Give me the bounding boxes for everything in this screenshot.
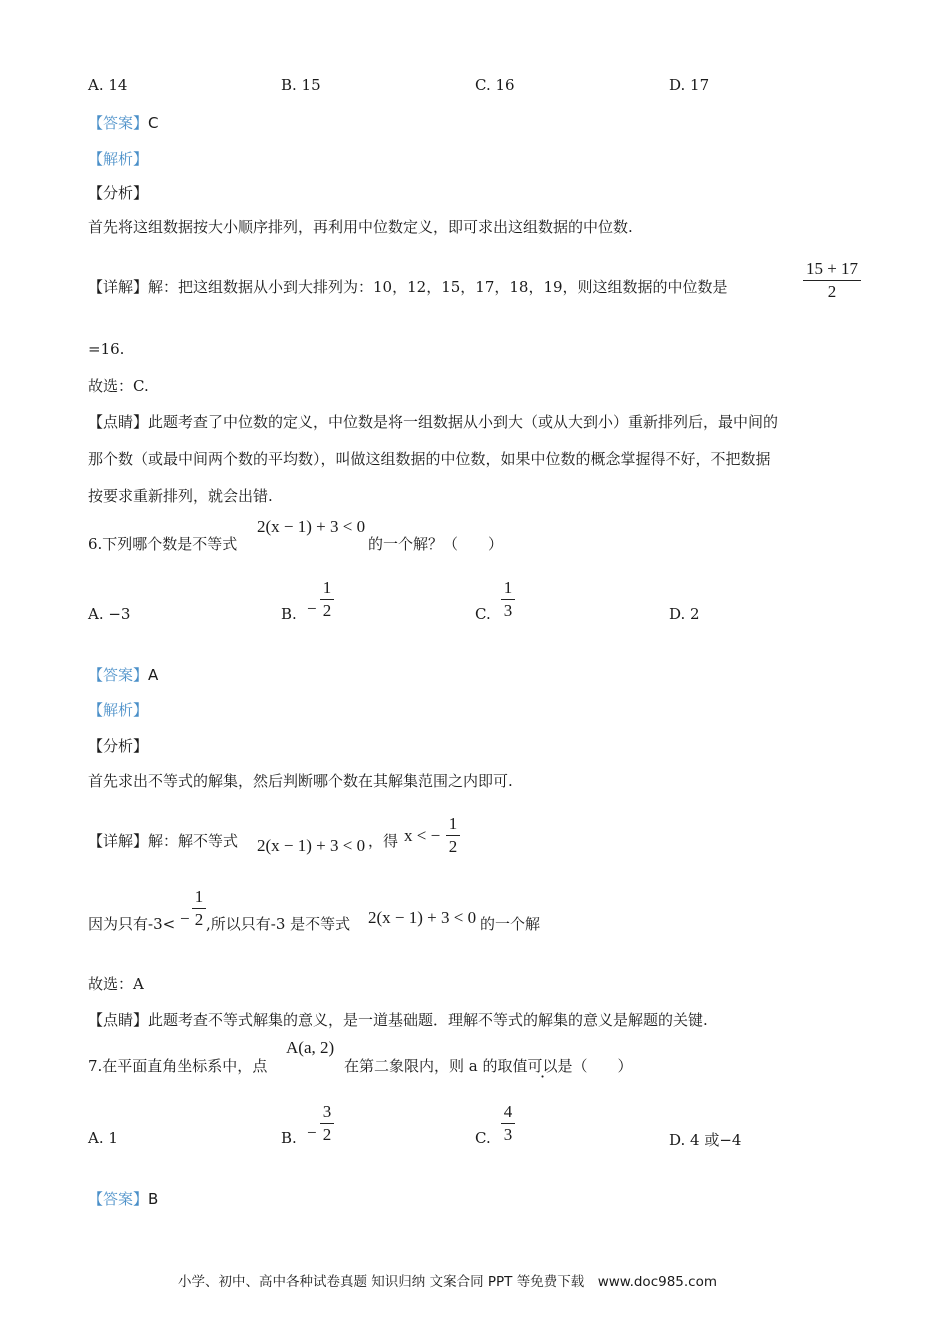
- fraction-numerator: 15 + 17: [805, 259, 859, 278]
- q7-option-b-fraction: 3 2: [320, 1102, 334, 1145]
- q6-stem-post: 的一个解？（ ）: [368, 535, 504, 553]
- q6-option-c-label: C.: [475, 605, 491, 623]
- q7-option-d: D. 4 或−4: [669, 1131, 742, 1149]
- detail-text: 解：把这组数据从小到大排列为：10，12，15，17，18，19，则这组数据的中位数是: [148, 278, 728, 296]
- q7-option-b-label: B.: [281, 1129, 297, 1147]
- q5-detail-end: =16.: [88, 340, 125, 358]
- q5-median-fraction: [803, 259, 861, 302]
- answer-tag: 【答案】: [88, 114, 149, 132]
- detail-tag: 【详解】: [88, 278, 149, 296]
- q7-answer: 【答案】B: [88, 1190, 159, 1208]
- minus-sign: −: [307, 1123, 317, 1142]
- q6-option-d: D. 2: [669, 605, 700, 623]
- q6-detail: 【详解】解：解不等式: [88, 832, 239, 850]
- q6-stem-pre: 6.下列哪个数是不等式: [88, 535, 238, 553]
- review-tag: 【点睛】: [88, 413, 149, 431]
- q7-stem-pre: 7.在平面直角坐标系中，点: [88, 1057, 268, 1075]
- q7-option-c-label: C.: [475, 1129, 491, 1147]
- q5-option-a: A. 14: [88, 76, 128, 94]
- q6-answer: 【答案】A: [88, 666, 159, 684]
- q5-review-line3: 按要求重新排列，就会出错.: [88, 487, 273, 505]
- q5-answer: [88, 112, 159, 133]
- q6-because-fraction: 1 2: [192, 887, 206, 930]
- q7-option-c-fraction: 4 3: [501, 1102, 515, 1145]
- q5-fenxi-tag: 【分析】: [88, 184, 149, 202]
- q5-option-c: C. 16: [475, 76, 515, 94]
- q6-fenxi-text: 首先求出不等式的解集，然后判断哪个数在其解集范围之内即可.: [88, 772, 513, 790]
- q6-stem-math: 2(x − 1) + 3 < 0: [257, 517, 366, 536]
- q6-analysis-tag: 【解析】: [88, 701, 149, 719]
- q6-because-math: 2(x − 1) + 3 < 0: [368, 908, 477, 927]
- q6-option-a: A. −3: [88, 605, 131, 623]
- q5-analysis-tag: 【解析】: [88, 150, 149, 168]
- q6-option-b-label: B.: [281, 605, 297, 623]
- q6-detail-math2: x < −: [404, 826, 441, 845]
- q7-option-a: A. 1: [88, 1129, 118, 1147]
- q5-choose: 故选：C.: [88, 377, 149, 395]
- q7-stem-math: A(a, 2): [286, 1038, 335, 1057]
- q6-because-post: 的一个解: [480, 915, 541, 933]
- q5-detail: [88, 276, 728, 297]
- q6-because-pre: 因为只有-3<: [88, 915, 176, 933]
- q5-option-b: B. 15: [281, 76, 321, 94]
- q6-option-b-fraction: 1 2: [320, 578, 334, 621]
- q6-detail-mid: ，得: [368, 832, 399, 850]
- page-footer: 小学、初中、高中各种试卷真题 知识归纳 文案合同 PPT 等免费下载 www.doc985.com: [178, 1274, 718, 1290]
- q6-review: 【点睛】此题考查不等式解集的意义，是一道基础题．理解不等式的解集的意义是解题的关键.: [88, 1011, 708, 1029]
- q6-detail-math: 2(x − 1) + 3 < 0: [257, 836, 366, 855]
- fraction-denominator: 2: [827, 282, 837, 301]
- q6-because-mid: ,所以只有-3 是不等式: [206, 915, 351, 933]
- q6-option-c-fraction: 1 3: [501, 578, 515, 621]
- answer-value: C: [148, 114, 159, 132]
- q6-detail-fraction: 1 2: [446, 814, 460, 857]
- q5-review-line1: 【点睛】此题考查了中位数的定义，中位数是将一组数据从小到大（或从大到小）重新排列后，最中间的: [88, 413, 779, 431]
- minus-sign: −: [307, 599, 317, 618]
- q6-fenxi-tag: 【分析】: [88, 737, 149, 755]
- q7-stem-rest: 在第二象限内，则 a 的取值可以是（ ）: [344, 1057, 633, 1075]
- q5-review-line2: 那个数（或最中间两个数的平均数），叫做这组数据的中位数，如果中位数的概念掌握得不好，不把数据: [88, 450, 771, 468]
- q5-option-d: D. 17: [669, 76, 710, 94]
- q6-choose: 故选：A: [88, 975, 144, 993]
- minus-sign: −: [180, 909, 190, 928]
- emphasis-dotted-text: 可以: [527, 1057, 558, 1075]
- q5-fenxi-text: 首先将这组数据按大小顺序排列，再利用中位数定义，即可求出这组数据的中位数.: [88, 218, 633, 236]
